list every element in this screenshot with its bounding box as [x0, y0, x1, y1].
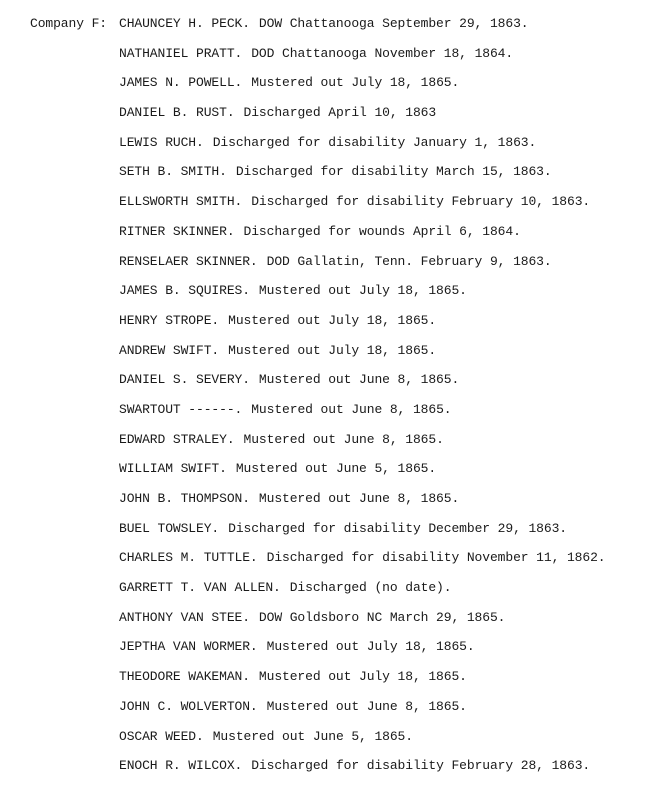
service-record: DOD Gallatin, Tenn. February 9, 1863.: [266, 253, 552, 269]
soldier-name: DANIEL B. RUST.: [119, 105, 235, 121]
soldier-name: ELLSWORTH SMITH.: [119, 194, 243, 210]
service-record: Discharged for disability February 10, 1863.: [251, 194, 591, 210]
soldier-name: EDWARD STRALEY.: [119, 431, 235, 447]
roster-entry: [119, 104, 644, 134]
roster-entry: [119, 253, 644, 283]
service-record: DOW Goldsboro NC March 29, 1865.: [258, 609, 506, 625]
soldier-name: LEWIS RUCH.: [119, 134, 204, 150]
soldier-name: WILLIAM SWIFT.: [119, 461, 227, 477]
service-record: Mustered out July 18, 1865.: [258, 283, 467, 299]
roster-entry: [119, 371, 644, 401]
service-record: Discharged (no date).: [289, 580, 452, 596]
roster-entry: [119, 549, 644, 579]
service-record: Mustered out June 8, 1865.: [243, 431, 444, 447]
company-label: Company F:: [30, 16, 108, 31]
service-record: Mustered out July 18, 1865.: [251, 75, 460, 91]
roster-entry: [119, 728, 644, 758]
soldier-name: ANTHONY VAN STEE.: [119, 609, 250, 625]
soldier-name: THEODORE WAKEMAN.: [119, 669, 250, 685]
roster-entry: [119, 668, 644, 698]
service-record: DOW Chattanooga September 29, 1863.: [258, 16, 529, 31]
soldier-name: GARRETT T. VAN ALLEN.: [119, 580, 281, 596]
roster-entry: [119, 520, 644, 550]
roster-list: [119, 15, 644, 787]
roster-entry: [119, 193, 644, 223]
roster-entry: [119, 638, 644, 668]
roster-entry: [119, 15, 644, 45]
service-record: Mustered out June 8, 1865.: [258, 372, 460, 388]
roster-entry: [119, 223, 644, 253]
service-record: Discharged for disability November 11, 1862.: [266, 550, 606, 566]
service-record: Mustered out June 8, 1865.: [251, 401, 452, 417]
soldier-name: JOHN C. WOLVERTON.: [119, 698, 258, 714]
service-record: Mustered out July 18, 1865.: [228, 312, 437, 328]
service-record: Discharged for disability January 1, 1863.: [212, 134, 537, 150]
soldier-name: JAMES N. POWELL.: [119, 75, 243, 91]
roster-entry: [119, 74, 644, 104]
soldier-name: SETH B. SMITH.: [119, 164, 227, 180]
roster-entry: [119, 401, 644, 431]
roster-entry: [119, 609, 644, 639]
soldier-name: JEPTHA VAN WORMER.: [119, 639, 258, 655]
roster-entry: [119, 490, 644, 520]
soldier-name: DANIEL S. SEVERY.: [119, 372, 250, 388]
roster-entry: [119, 460, 644, 490]
roster-entry: [119, 342, 644, 372]
service-record: Mustered out June 8, 1865.: [266, 698, 467, 714]
roster-entry: [119, 698, 644, 728]
service-record: Mustered out June 8, 1865.: [258, 491, 460, 506]
roster-entry: [119, 134, 644, 164]
soldier-name: CHAUNCEY H. PECK.: [119, 16, 250, 31]
roster-entry: [119, 312, 644, 342]
soldier-name: OSCAR WEED.: [119, 728, 204, 744]
soldier-name: CHARLES M. TUTTLE.: [119, 550, 258, 566]
roster-entry: [119, 282, 644, 312]
soldier-name: RITNER SKINNER.: [119, 223, 235, 239]
roster-entry: [119, 45, 644, 75]
soldier-name: SWARTOUT ------.: [119, 401, 243, 417]
service-record: Mustered out June 5, 1865.: [212, 728, 413, 744]
soldier-name: NATHANIEL PRATT.: [119, 45, 243, 61]
soldier-name: BUEL TOWSLEY.: [119, 520, 220, 536]
soldier-name: JOHN B. THOMPSON.: [119, 491, 250, 506]
roster-entry: [119, 579, 644, 609]
service-record: DOD Chattanooga November 18, 1864.: [251, 45, 514, 61]
roster-entry: [119, 431, 644, 461]
service-record: Mustered out June 5, 1865.: [235, 461, 437, 477]
roster-entry: [119, 163, 644, 193]
soldier-name: ANDREW SWIFT.: [119, 342, 220, 358]
service-record: Mustered out July 18, 1865.: [228, 342, 437, 358]
service-record: Mustered out July 18, 1865.: [258, 669, 467, 685]
soldier-name: ENOCH R. WILCOX.: [119, 758, 243, 774]
service-record: Mustered out July 18, 1865.: [266, 639, 475, 655]
service-record: Discharged for disability December 29, 1863.: [228, 520, 567, 536]
roster-entry: [119, 757, 644, 787]
service-record: Discharged for wounds April 6, 1864.: [243, 223, 521, 239]
soldier-name: HENRY STROPE.: [119, 312, 220, 328]
service-record: Discharged April 10, 1863: [243, 105, 437, 121]
soldier-name: RENSELAER SKINNER.: [119, 253, 258, 269]
soldier-name: JAMES B. SQUIRES.: [119, 283, 250, 299]
service-record: Discharged for disability March 15, 1863.: [235, 164, 552, 180]
service-record: Discharged for disability February 28, 1863.: [251, 758, 591, 774]
